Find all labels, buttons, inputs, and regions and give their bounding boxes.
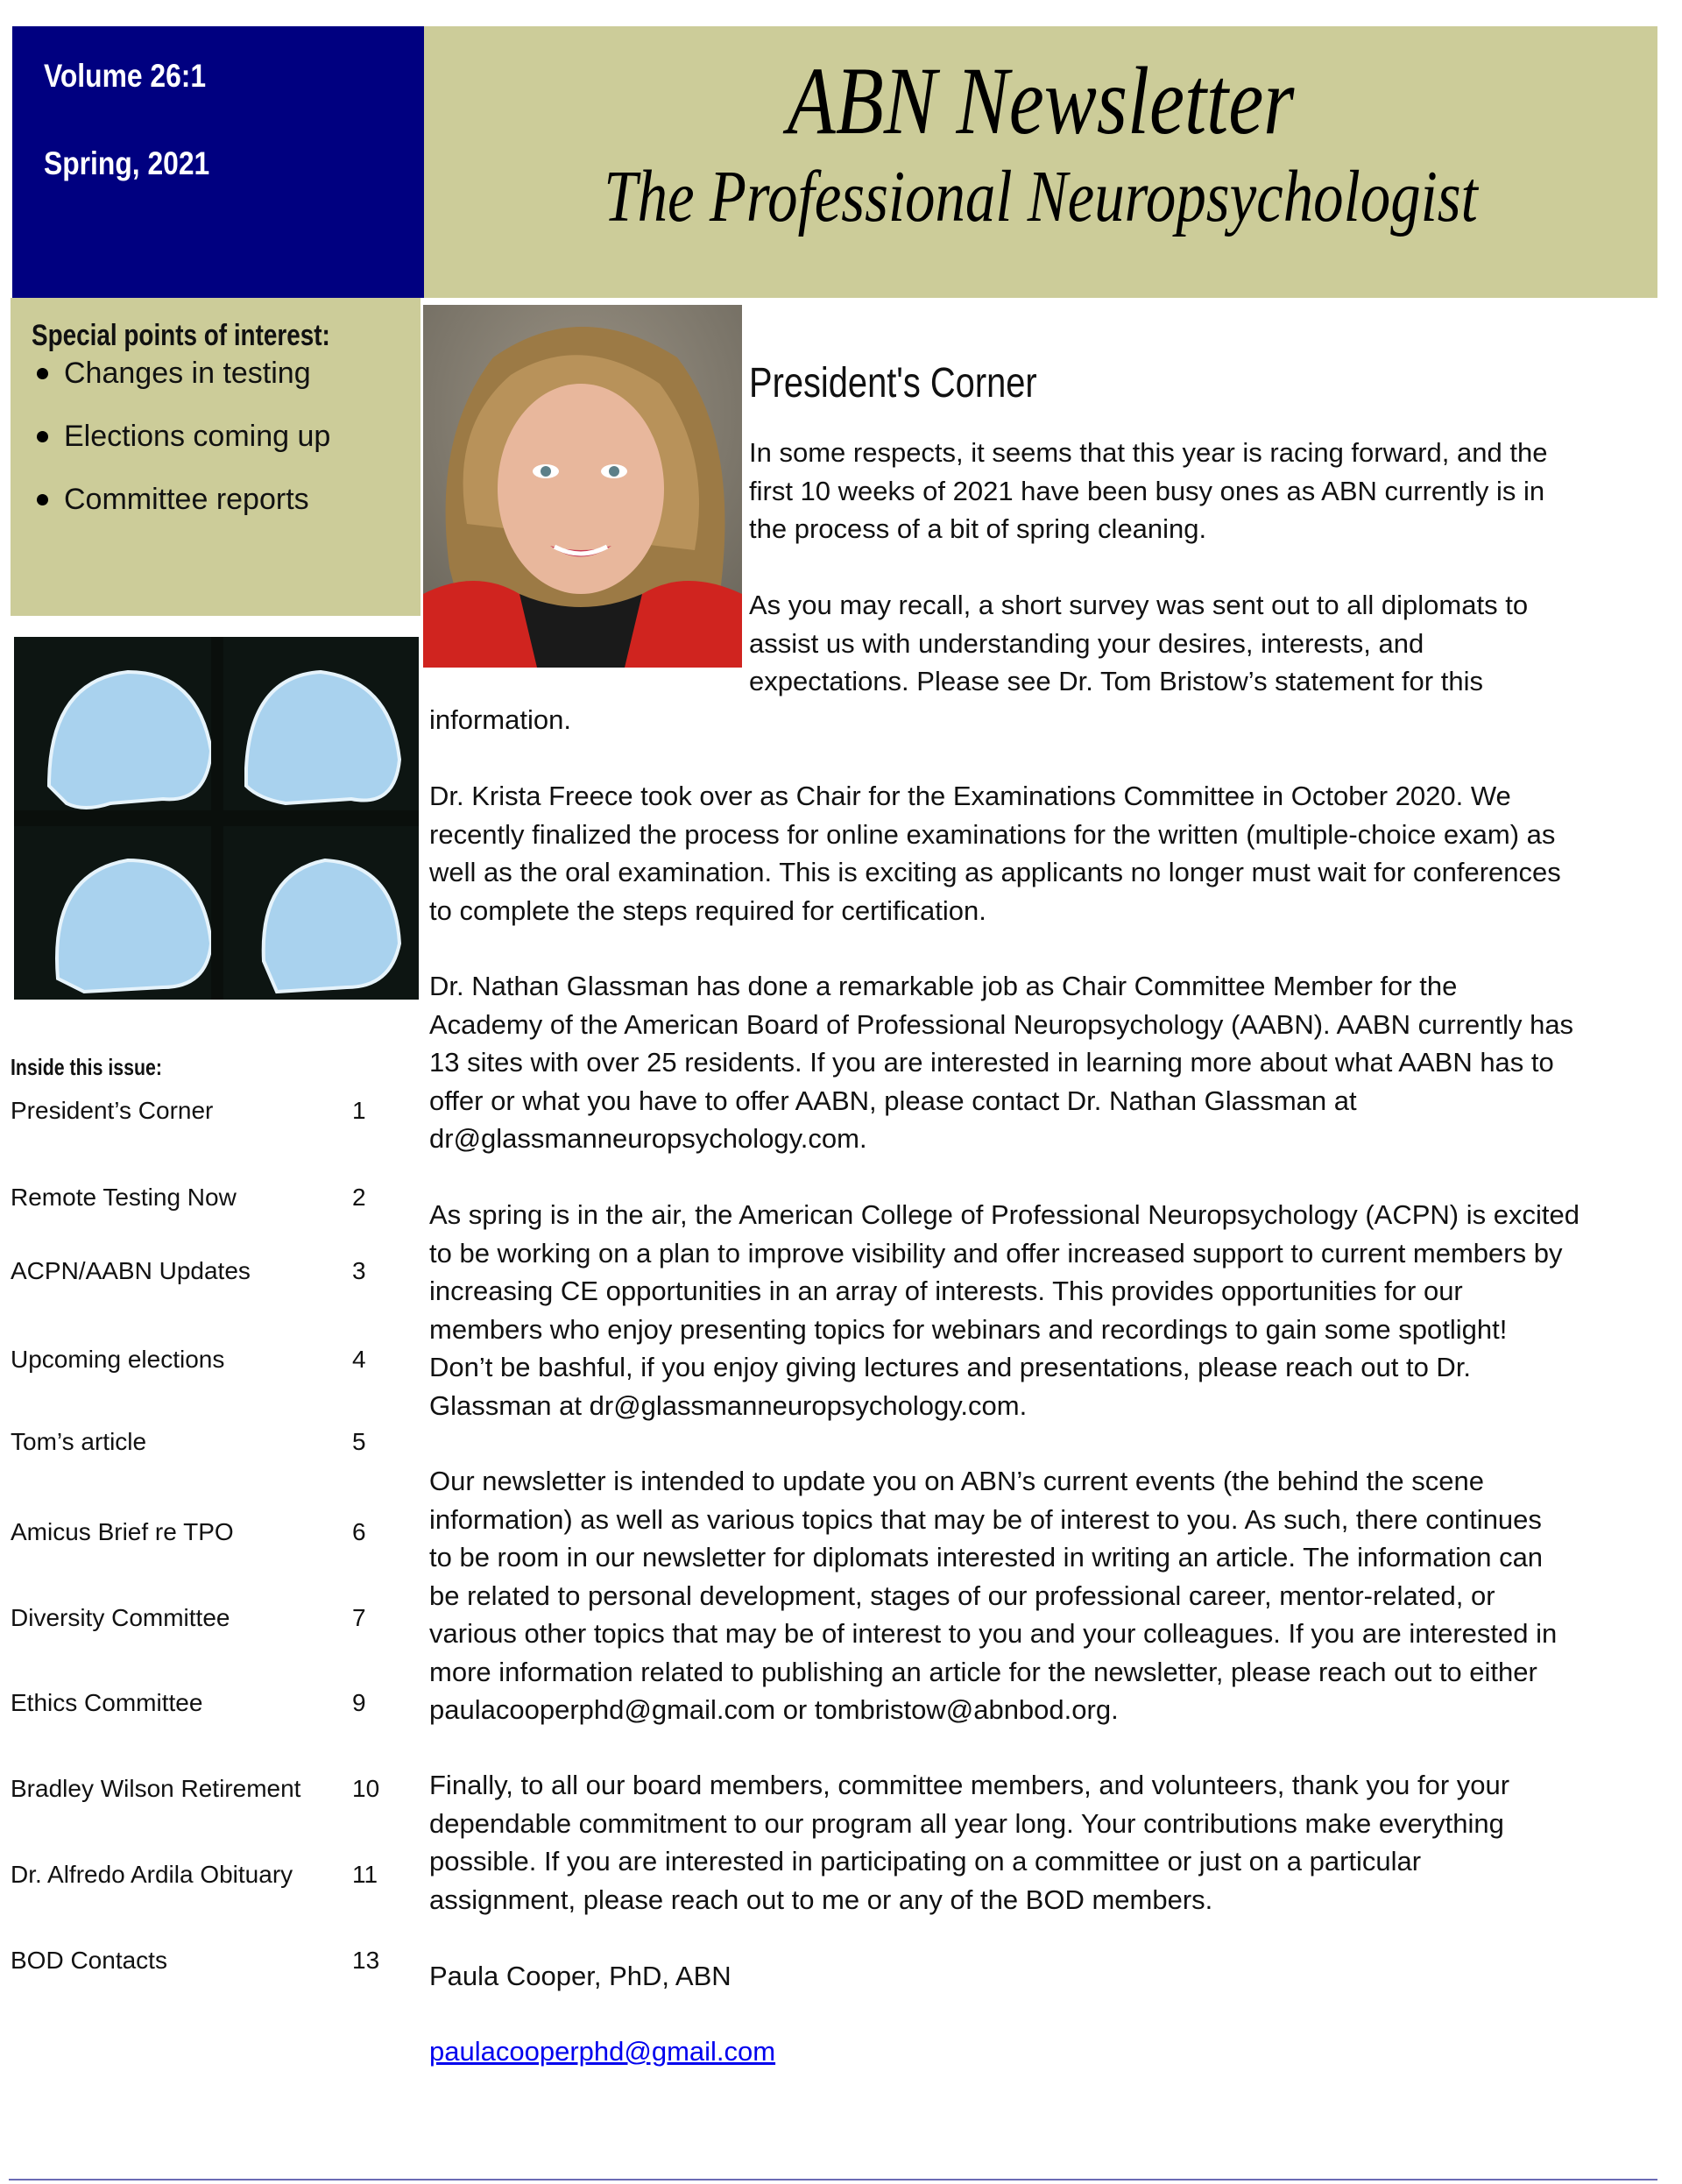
toc-item-page: 6: [352, 1518, 366, 1545]
bullet-icon: [37, 368, 48, 379]
toc-item-label[interactable]: Dr. Alfredo Ardila Obituary: [11, 1861, 293, 1888]
text-line: be related to personal development, stages of our professional career, mentor-related, or: [429, 1580, 1495, 1611]
toc-item[interactable]: [11, 1861, 396, 1889]
bullet-icon: [37, 431, 48, 442]
toc-item-page: 7: [352, 1604, 366, 1631]
bullet-icon: [37, 494, 48, 505]
toc-item[interactable]: [11, 1689, 396, 1717]
text-line: Don’t be bashful, if you enjoy giving lectures and presentations, please reach out to Dr.: [429, 1352, 1472, 1382]
text-line: As spring is in the air, the American College of Professional Neuropsychology (ACPN) is excited: [429, 1199, 1580, 1230]
text-line: paulacooperphd@gmail.com or tombristow@abnbod.org.: [429, 1694, 1119, 1725]
text-line: Finally, to all our board members, committee members, and volunteers, thank you for your: [429, 1770, 1510, 1800]
text-line: As you may recall, a short survey was sent out to all diplomats to: [749, 590, 1529, 620]
paragraph-aabn: [429, 967, 1573, 1158]
text-line: Glassman at dr@glassmanneuropsychology.com.: [429, 1389, 1028, 1421]
text-line: offer or what you have to offer AABN, please contact Dr. Nathan Glassman at: [429, 1085, 1357, 1116]
text-line: Our newsletter is intended to update you on ABN’s current events (the behind the scene: [429, 1466, 1485, 1496]
season-label: Spring, 2021: [44, 145, 210, 181]
contact-email-container: [429, 2032, 775, 2071]
toc-item-label[interactable]: Tom’s article: [11, 1428, 147, 1455]
masthead: [424, 26, 1657, 298]
text-line: well as the oral examination. This is exciting as applicants no longer must wait for conferences: [429, 857, 1561, 887]
volume-label: Volume 26:1: [44, 58, 207, 94]
text-line: possible. If you are interested in participating on a committee or just on a particular: [429, 1846, 1422, 1877]
special-points-title: Special points of interest:: [32, 319, 330, 352]
toc-item-label[interactable]: Ethics Committee: [11, 1689, 203, 1716]
text-line: the process of a bit of spring cleaning.: [749, 513, 1207, 544]
paragraph-newsletter: [429, 1462, 1557, 1729]
paragraph-thanks: [429, 1766, 1509, 1919]
toc-item[interactable]: [11, 1428, 396, 1456]
paragraph-intro: [749, 434, 1547, 548]
text-line: In some respects, it seems that this year is racing forward, and the: [749, 437, 1548, 468]
text-line: to complete the steps required for certification.: [429, 894, 986, 926]
special-points-box: [11, 298, 420, 616]
toc-item-label[interactable]: Amicus Brief re TPO: [11, 1518, 234, 1545]
special-point-text: Committee reports: [64, 483, 309, 516]
paragraph-examinations: [429, 777, 1561, 929]
text-line: dr@glassmanneuropsychology.com.: [429, 1123, 867, 1154]
toc-title: Inside this issue:: [11, 1054, 162, 1080]
toc-item-label[interactable]: Bradley Wilson Retirement: [11, 1775, 301, 1802]
special-point-text: Elections coming up: [64, 420, 331, 453]
text-line: to be working on a plan to improve visibility and offer increased support to current members by: [429, 1237, 1563, 1269]
text-line: Academy of the American Board of Professional Neuropsychology (AABN). AABN currently has: [429, 1008, 1574, 1040]
toc-item[interactable]: [11, 1346, 396, 1374]
text-line: various other topics that may be of interest to you and your colleagues. If you are interested in: [429, 1618, 1558, 1649]
toc-item-page: 13: [352, 1947, 380, 1974]
special-point-item: [32, 420, 330, 454]
paragraph-survey: [749, 586, 1528, 701]
toc-item[interactable]: [11, 1184, 396, 1212]
text-line: Dr. Krista Freece took over as Chair for the Examinations Committee in October 2020. We: [429, 781, 1511, 811]
signature: Paula Cooper, PhD, ABN: [429, 1961, 731, 1991]
brain-scan-graphic: [14, 637, 419, 1000]
special-point-item: [32, 483, 309, 517]
text-line: 13 sites with over 25 residents. If you are interested in learning more about what AABN has to: [429, 1047, 1554, 1078]
text-line: assist us with understanding your desires, interests, and: [749, 627, 1424, 659]
text-line: increasing CE opportunities in an array of interests. This provides opportunities for our: [429, 1276, 1463, 1306]
special-point-text: Changes in testing: [64, 357, 311, 390]
text-line: Dr. Nathan Glassman has done a remarkable job as Chair Committee Member for the: [429, 971, 1458, 1001]
toc-item-label[interactable]: President’s Corner: [11, 1097, 214, 1124]
text-line: dependable commitment to our program all year long. Your contributions make everything: [429, 1807, 1504, 1839]
newsletter-title: ABN Newsletter: [787, 47, 1295, 154]
toc-item-page: 2: [352, 1184, 366, 1211]
text-line: information) as well as various topics that may be of interest to you. As such, there continues: [429, 1503, 1542, 1535]
text-line: expectations. Please see Dr. Tom Bristow’s statement for this: [749, 666, 1483, 696]
toc-item[interactable]: [11, 1947, 396, 1975]
toc-item[interactable]: [11, 1775, 396, 1803]
toc-item-label[interactable]: BOD Contacts: [11, 1947, 167, 1974]
text-line: more information related to publishing an article for the newsletter, please reach out to either: [429, 1656, 1537, 1687]
paragraph-survey-end: [429, 701, 571, 739]
article-title: President's Corner: [749, 360, 1037, 406]
paragraph-acpn: [429, 1196, 1580, 1424]
toc-item-page: 10: [352, 1775, 380, 1802]
bottom-divider: [9, 2179, 1657, 2180]
text-line: members who enjoy presenting topics for webinars and recordings to gain some spotlight!: [429, 1313, 1508, 1345]
volume-banner: [12, 26, 424, 298]
text-line: recently finalized the process for online examinations for the written (multiple-choice exam) as: [429, 818, 1556, 850]
toc-item-page: 9: [352, 1689, 366, 1716]
toc-item-page: 4: [352, 1346, 366, 1373]
toc-item-label[interactable]: Remote Testing Now: [11, 1184, 237, 1211]
toc-item-label[interactable]: Upcoming elections: [11, 1346, 225, 1373]
toc-item-page: 3: [352, 1257, 366, 1284]
newsletter-subtitle: The Professional Neuropsychologist: [604, 156, 1478, 237]
text-line: to be room in our newsletter for diplomats interested in writing an article. The information can: [429, 1542, 1544, 1573]
portrait-image: [423, 305, 742, 668]
president-photo: [423, 305, 742, 668]
text-line: first 10 weeks of 2021 have been busy ones as ABN currently is in: [749, 475, 1545, 506]
toc-item-label[interactable]: ACPN/AABN Updates: [11, 1257, 251, 1284]
toc-item-label[interactable]: Diversity Committee: [11, 1604, 230, 1631]
toc-item-page: 1: [352, 1097, 366, 1124]
mri-scan-image: [14, 637, 419, 1000]
toc-item[interactable]: [11, 1257, 396, 1285]
toc-item-page: 5: [352, 1428, 366, 1455]
text-line: assignment, please reach out to me or any of the BOD members.: [429, 1884, 1213, 1915]
toc-item-page: 11: [352, 1861, 378, 1888]
contact-email-link[interactable]: paulacooperphd@gmail.com: [429, 2036, 776, 2067]
toc-item[interactable]: [11, 1097, 396, 1125]
toc-item[interactable]: [11, 1604, 396, 1632]
text-line: information.: [429, 704, 571, 735]
special-point-item: [32, 357, 311, 391]
toc-item[interactable]: [11, 1518, 396, 1546]
